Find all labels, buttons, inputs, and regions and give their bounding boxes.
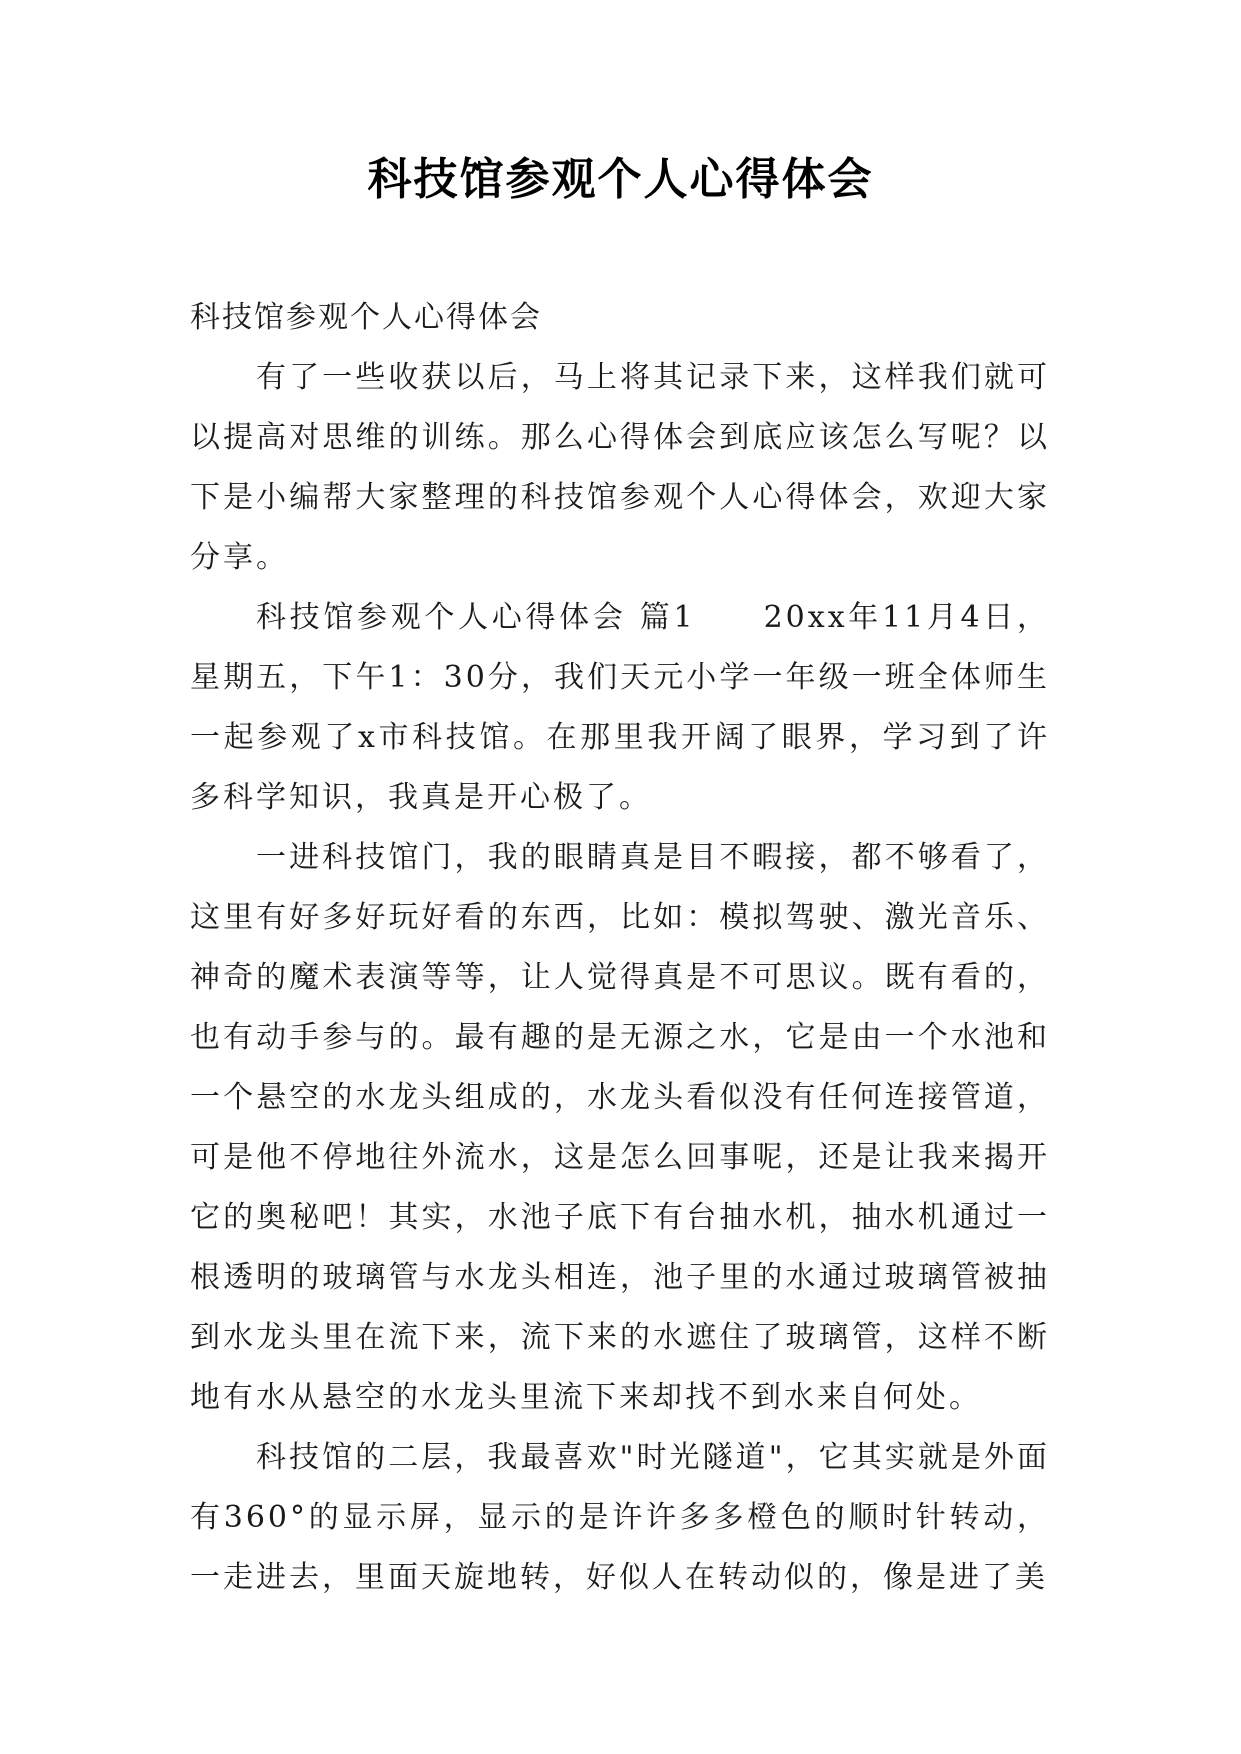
document-subtitle: 科技馆参观个人心得体会 [190, 300, 542, 335]
paragraph-visit: 科技馆参观个人心得体会 篇1 20xx年11月4日，星期五，下午1：30分，我们天元小学一年级一班全体师生一起参观了x市科技馆。在那里我开阔了眼界，学习到了许多科学知识，我真是开心极了。 [190, 600, 1050, 815]
document-title: 科技馆参观个人心得体会 [367, 154, 874, 205]
paragraph-intro: 有了一些收获以后，马上将其记录下来，这样我们就可以提高对思维的训练。那么心得体会到底应该怎么写呢？以下是小编帮大家整理的科技馆参观个人心得体会，欢迎大家分享。 [190, 360, 1050, 575]
document-body [190, 288, 1050, 1608]
paragraph-second-floor: 科技馆的二层，我最喜欢"时光隧道"，它其实就是外面有360°的显示屏，显示的是许许多多橙色的顺时针转动，一走进去，里面天旋地转，好似人在转动似的，像是进了美 [190, 1440, 1050, 1595]
paragraph-first-floor: 一进科技馆门，我的眼睛真是目不暇接，都不够看了，这里有好多好玩好看的东西，比如：模拟驾驶、激光音乐、神奇的魔术表演等等，让人觉得真是不可思议。既有看的，也有动手参与的。最有趣的是无源之水，它是由一个水池和一个悬空的水龙头组成的，水龙头看似没有任何连接管道，可是他不停地往外流水，这是怎么回事呢，还是让我来揭开它的奥秘吧！其实，水池子底下有台抽水机，抽水机通过一根透明的玻璃管与水龙头相连，池子里的水通过玻璃管被抽到水龙头里在流下来，流下来的水遮住了玻璃管，这样不断地有水从悬空的水龙头里流下来却找不到水来自何处。 [190, 840, 1050, 1415]
